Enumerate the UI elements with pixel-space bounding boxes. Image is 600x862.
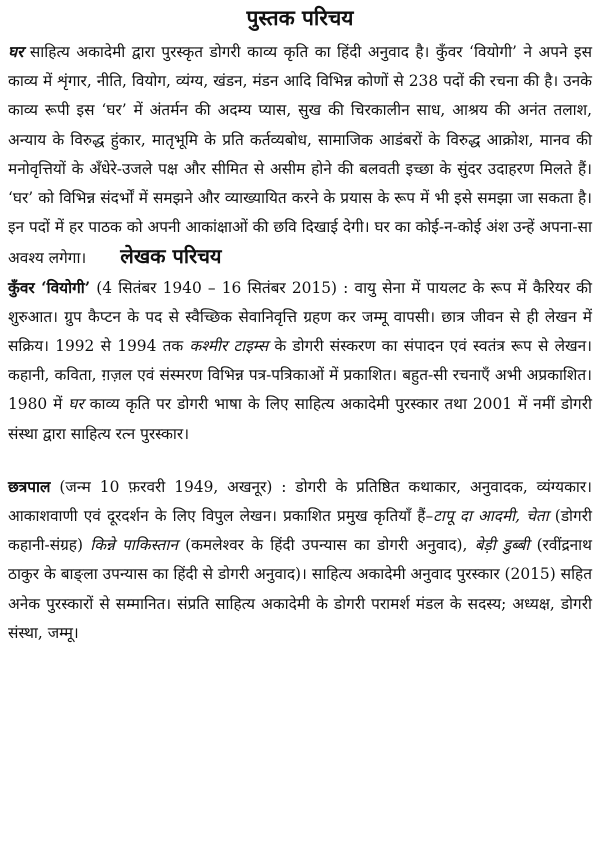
author-2-text-2: (डोगरी कहानी-संग्रह) [8, 507, 592, 555]
author-introduction-heading: लेखक परिचय [120, 244, 222, 269]
book-title: घर [8, 43, 24, 61]
author-2-italic-2: किन्ने पाकिस्तान [90, 536, 178, 555]
author-1-name: कुँवर ‘वियोगी’ [8, 278, 91, 297]
author-2-paragraph [8, 473, 592, 648]
author-1-italic-1: कश्मीर टाइम्स [189, 337, 269, 356]
section-gap [8, 449, 592, 473]
author-2-italic-1: टापू दा आदमी, चेता [433, 507, 549, 526]
author-1-text-2: के डोगरी संस्करण का संपादन एवं स्वतंत्र रूप से लेखन। कहानी, कविता, ग़ज़ल एवं संस्मरण विभिन्न पत्र-पत्रिकाओं में प्रकाशित। बहुत-सी रचनाएँ अभी अप्रकाशित। 1980 में [8, 337, 592, 414]
author-1-text-3: काव्य कृति पर डोगरी भाषा के लिए साहित्य अकादेमी पुरस्कार तथा 2001 में नमीं डोगरी संस्था द्वारा साहित्य रत्न पुरस्कार। [8, 395, 592, 443]
author-2-text-4: (रवींद्रनाथ ठाकुर के बाङ्ला उपन्यास का हिंदी से डोगरी अनुवाद)। साहित्य अकादेमी अनुवाद पुरस्कार (2015) सहित अनेक पुरस्कारों से सम्मानित। संप्रति साहित्य अकादेमी के डोगरी परामर्श मंडल के सदस्य; अध्यक्ष, डोगरी संस्था, जम्मू। [8, 536, 592, 642]
author-1-italic-2: घर [68, 395, 84, 414]
author-2-text-1: (जन्म 10 फ़रवरी 1949, अखनूर) : डोगरी के प्रतिष्ठित कथाकार, अनुवादक, व्यंग्यकार। आकाशवाणी एवं दूरदर्शन के लिए विपुल लेखन। प्रकाशित प्रमुख कृतियाँ हैं– [8, 477, 592, 526]
author-1-text-1: (4 सितंबर 1940 – 16 सितंबर 2015) : वायु सेना में पायलट के रूप में कैरियर की शुरुआत। ग्रुप कैप्टन के पद से स्वैच्छिक सेवानिवृत्ति ग्रहण कर जम्मू वापसी। छात्र जीवन से ही लेखन में सक्रिय। 1992 से 1994 तक [8, 278, 592, 356]
author-1-paragraph [8, 274, 592, 449]
book-introduction-paragraph [8, 38, 592, 274]
book-introduction-heading: पुस्तक परिचय [246, 6, 354, 30]
author-2-text-3: (कमलेश्वर के हिंदी उपन्यास का डोगरी अनुवाद), [177, 536, 475, 555]
author-2-name: छत्रपाल [8, 477, 51, 496]
author-2-italic-3: बेड़ी डुब्बी [474, 536, 530, 555]
book-introduction-text: साहित्य अकादेमी द्वारा पुरस्कृत डोगरी काव्य कृति का हिंदी अनुवाद है। कुँवर ‘वियोगी’ ने अपने इस काव्य में शृंगार, नीति, वियोग, व्यंग्य, खंडन, मंडन आदि विभिन्न कोणों से 238 पदों की रचना की है। उनके काव्य रूपी इस ‘घर’ में अंतर्मन की अदम्य प्यास, सुख की चिरकालीन साध, आश्रय की अनंत तलाश, अन्याय के विरुद्ध हुंकार, मातृभूमि के प्रति कर्तव्यबोध, सामाजिक आडंबरों के विरुद्ध आक्रोश, मानव की मनोवृत्तियों के अँधेरे-उजले पक्ष और सीमित से असीम होने की बलवती इच्छा के सुंदर उदाहरण मिलते हैं। ‘घर’ को विभिन्न संदर्भों में समझने और व्याख्यायित करने के प्रयास के रूप में भी इसे समझा जा सकता है। इन पदों में हर पाठक को अपनी आकांक्षाओं की छवि दिखाई देगी। घर का कोई-न-कोई अंश उन्हें अपना-सा अवश्य लगेगा। [8, 43, 592, 268]
